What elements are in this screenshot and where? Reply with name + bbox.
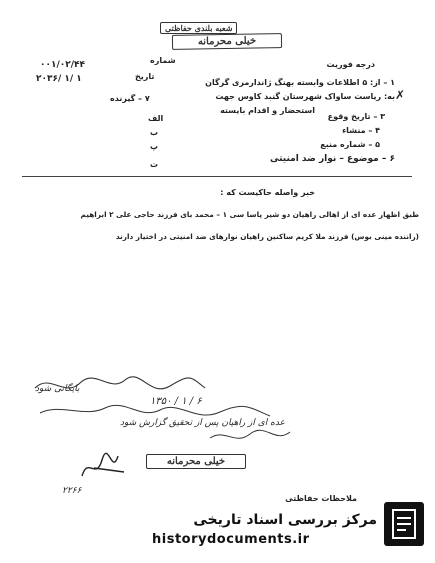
header-divider bbox=[22, 176, 412, 177]
field-pe: پ bbox=[150, 142, 159, 151]
archive-brand-name: مرکز بررسی اسناد تاریخی bbox=[193, 512, 377, 528]
bottom-stamp-classification: خیلی محرمانه bbox=[146, 454, 246, 469]
urgency-label: درجه فوریت bbox=[326, 60, 375, 69]
top-stamp-classification: خیلی محرمانه bbox=[172, 33, 282, 50]
report-intro: خبر واصله حاکیست که : bbox=[220, 188, 315, 197]
classification-footer: ملاحظات حفاظتی bbox=[285, 494, 357, 503]
handwritten-note: عده ای از راهیان پس از تحقیق گزارش شود bbox=[120, 418, 285, 428]
report-paragraph-2: (راننده مینی بوس) فرزند ملا کریم ساکنین راهیان نوارهای ضد امنیتی در اختیار دارند bbox=[115, 232, 419, 241]
archive-website-link[interactable]: historydocuments.ir bbox=[152, 532, 310, 547]
archive-logo-icon bbox=[384, 502, 424, 546]
field-te: ت bbox=[150, 160, 159, 169]
handwriting-scribble bbox=[30, 368, 330, 458]
date-value: ۲۰۳۶/ ۱/ ۱ bbox=[36, 74, 82, 84]
field-from: ۱ – از: ۵ اطلاعات وابسته بهنگ ژاندارمری گرگان bbox=[205, 78, 395, 87]
field-be: ب bbox=[150, 128, 159, 137]
check-mark-icon: ✗ bbox=[395, 88, 406, 102]
number-label: شماره bbox=[150, 56, 176, 65]
field-subject: ۶ – موضوع – نوار ضد امنیتی bbox=[270, 154, 395, 164]
field-to: به: ریاست ساواک شهرستان گنبد کاوس جهت bbox=[215, 92, 395, 101]
field-source-number: ۵ – شماره منبع bbox=[320, 140, 380, 149]
field-to-purpose: استحضار و اقدام بایسته bbox=[220, 106, 315, 115]
top-stamp-small: شعبه بلندی حفاظتی bbox=[160, 22, 237, 34]
field-date-occurrence: ۳ – تاریخ وقوع bbox=[327, 112, 385, 121]
number-value: ۰۰۱/۰۲/۴۴ bbox=[40, 60, 86, 70]
handwritten-file-note: بایگانی شود bbox=[35, 384, 80, 394]
handwritten-date: ۱۳۵۰ / ۱ / ۶ bbox=[150, 396, 202, 407]
field-alef: الف bbox=[148, 114, 164, 123]
signature bbox=[74, 446, 134, 486]
date-label: تاریخ bbox=[135, 72, 155, 81]
report-paragraph-1: طبق اظهار عده ای از اهالی راهیان دو شیر پاسا سی ۱ – محمد بای فرزند حاجی علی ۲ ابراهیم bbox=[80, 210, 419, 219]
field-recipient-label: ۷ – گیرنده bbox=[110, 94, 150, 103]
field-source: ۴ – منشاء bbox=[342, 126, 380, 135]
handwritten-code: ۲۲۶۶ bbox=[62, 486, 82, 496]
